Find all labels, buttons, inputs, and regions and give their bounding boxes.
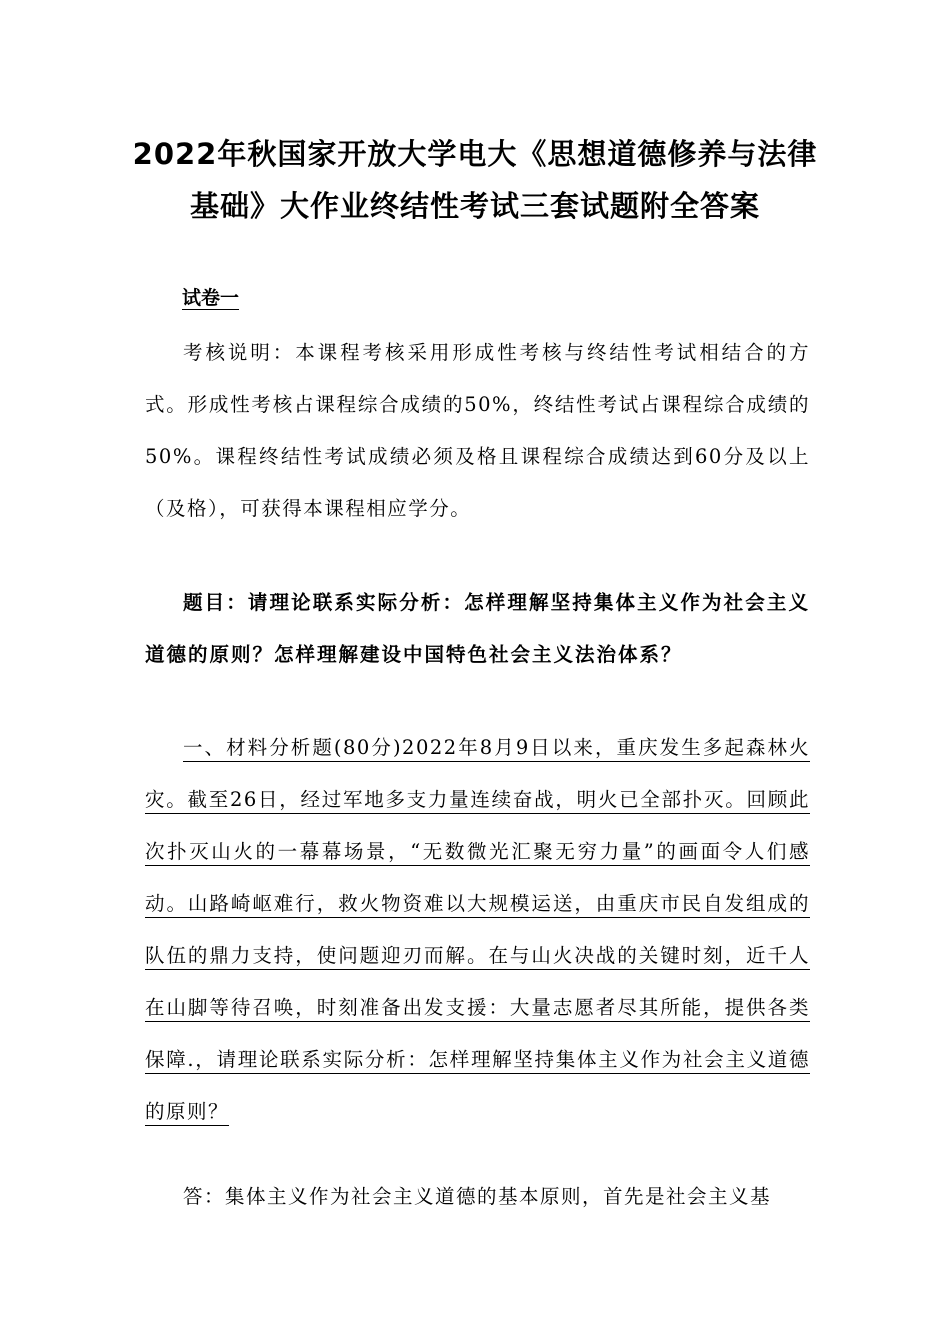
exam-instructions: 考核说明：本课程考核采用形成性考核与终结性考试相结合的方式。形成性考核占课程综合成绩的50%，终结性考试占课程综合成绩的50%。课程终结性考试成绩必须及格且课程综合成绩达到60分及以上（及格），可获得本课程相应学分。 [145, 341, 810, 520]
section-label: 试卷一 [182, 287, 240, 309]
question-heading: 题目：请理论联系实际分析：怎样理解坚持集体主义作为社会主义道德的原则？怎样理解建设中国特色社会主义法治体系？ [145, 591, 810, 666]
title-line-1: 2022年秋国家开放大学电大《思想道德修养与法律 [132, 137, 818, 171]
title-line-2: 基础》大作业终结性考试三套试题附全答案 [189, 189, 760, 223]
document-title [110, 128, 840, 232]
material-text: 一、材料分析题(80分)2022年8月9日以来，重庆发生多起森林火灾。截至26日，经过军地多支力量连续奋战，明火已全部扑灭。回顾此次扑灭山火的一幕幕场景，“无数微光汇聚无穷力量”的画面令人们感动。山路崎岖难行，救火物资难以大规模运送，由重庆市民自发组成的队伍的鼎力支持，使问题迎刃而解。在与山火决战的关键时刻，近千人在山脚等待召唤，时刻准备出发支援：大量志愿者尽其所能，提供各类保障.，请理论联系实际分析：怎样理解坚持集体主义作为社会主义道德的原则？ [145, 736, 810, 1123]
material-analysis-paragraph [145, 722, 810, 1138]
answer-paragraph: 答：集体主义作为社会主义道德的基本原则，首先是社会主义基 [183, 1185, 772, 1208]
